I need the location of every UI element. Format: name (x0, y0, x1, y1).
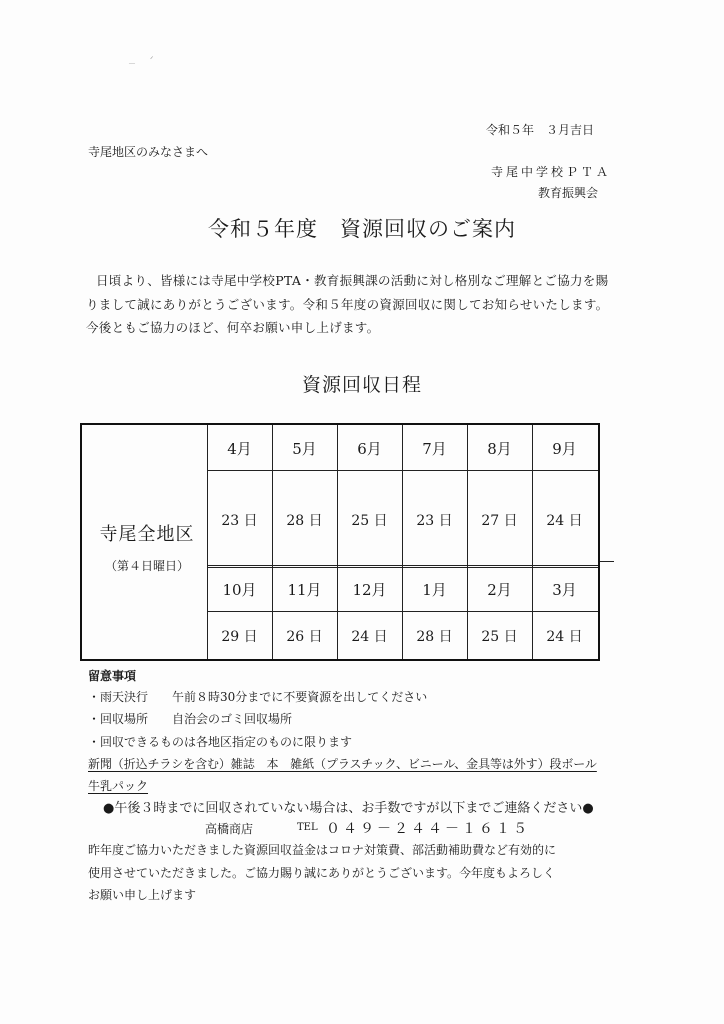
month-cell: 2月 (487, 581, 512, 599)
table-divider (337, 425, 338, 659)
month-cell: 10月 (222, 581, 257, 599)
intro-line-1: 日頃より、皆様には寺尾中学校PTA・教育振興課の活動に対し格別なご理解とご協力を賜 (96, 273, 609, 288)
closing-line-2: 使用させていただきました。ご協力賜り誠にありがとうございます。今年度もよろしく (88, 866, 556, 880)
table-divider (272, 425, 273, 659)
phone-number: ０４９－２４４－１６１５ (326, 821, 530, 837)
table-divider (207, 425, 208, 659)
intro-line-2: りまして誠にありがとうございます。令和５年度の資源回収に関してお知らせいたします。 (86, 297, 609, 312)
closing-line-3: お願い申し上げます (88, 888, 197, 902)
day-cell: 23 日 (221, 513, 258, 529)
area-name: 寺尾全地区 (99, 524, 195, 545)
materials-line-2: 牛乳パック (88, 779, 149, 793)
schedule-title: 資源回収日程 (301, 374, 422, 396)
month-cell: 7月 (422, 440, 447, 458)
day-cell: 28 日 (286, 513, 323, 529)
month-cell: 3月 (552, 581, 577, 599)
table-divider (600, 561, 614, 562)
month-cell: 5月 (292, 440, 317, 458)
day-cell: 25 日 (481, 629, 518, 645)
recipient-line: 寺尾地区のみなさまへ (88, 145, 209, 159)
intro-line-3: 今後ともご協力のほど、何卒お願い申し上げます。 (86, 320, 380, 335)
issue-date: 令和５年 ３月吉日 (486, 123, 595, 137)
scan-speck: ᐟ (150, 55, 154, 64)
note-item: ・回収できるものは各地区指定のものに限ります (88, 735, 353, 749)
area-note: （第４日曜日） (104, 559, 189, 573)
day-cell: 28 日 (416, 629, 453, 645)
contact-notice: ●午後３時までに回収されていない場合は、お手数ですが以下までご連絡ください● (103, 801, 594, 816)
materials-line-1: 新聞（折込チラシを含む）雑誌 本 雑紙（プラスチック、ビニール、金具等は外す）段ボール (88, 757, 597, 771)
month-cell: 1月 (422, 581, 447, 599)
table-divider (402, 425, 403, 659)
notes-heading: 留意事項 (88, 669, 137, 683)
month-cell: 9月 (552, 440, 577, 458)
month-cell: 12月 (352, 581, 387, 599)
day-cell: 27 日 (481, 513, 518, 529)
shop-name: 高橋商店 (205, 822, 254, 836)
month-cell: 6月 (357, 440, 382, 458)
day-cell: 29 日 (221, 629, 258, 645)
sender-dept: 教育振興会 (538, 186, 599, 200)
sender-org: 寺尾中学校ＰＴＡ (491, 165, 612, 179)
day-cell: 24 日 (546, 629, 583, 645)
schedule-table (80, 423, 600, 661)
day-cell: 24 日 (546, 513, 583, 529)
note-item: ・回収場所 自治会のゴミ回収場所 (88, 712, 293, 726)
table-divider (467, 425, 468, 659)
note-item: ・雨天決行 午前８時30分までに不要資源を出してください (88, 690, 428, 704)
table-divider (532, 425, 533, 659)
day-cell: 23 日 (416, 513, 453, 529)
month-cell: 8月 (487, 440, 512, 458)
day-cell: 26 日 (286, 629, 323, 645)
month-cell: 11月 (287, 581, 322, 599)
page-title: 令和５年度 資源回収のご案内 (208, 217, 516, 241)
tel-label: TEL (297, 822, 318, 833)
month-cell: 4月 (227, 440, 252, 458)
scan-speck: － (128, 59, 136, 68)
closing-line-1: 昨年度ご協力いただきました資源回収益金はコロナ対策費、部活動補助費など有効的に (88, 843, 557, 857)
day-cell: 24 日 (351, 629, 388, 645)
day-cell: 25 日 (351, 513, 388, 529)
